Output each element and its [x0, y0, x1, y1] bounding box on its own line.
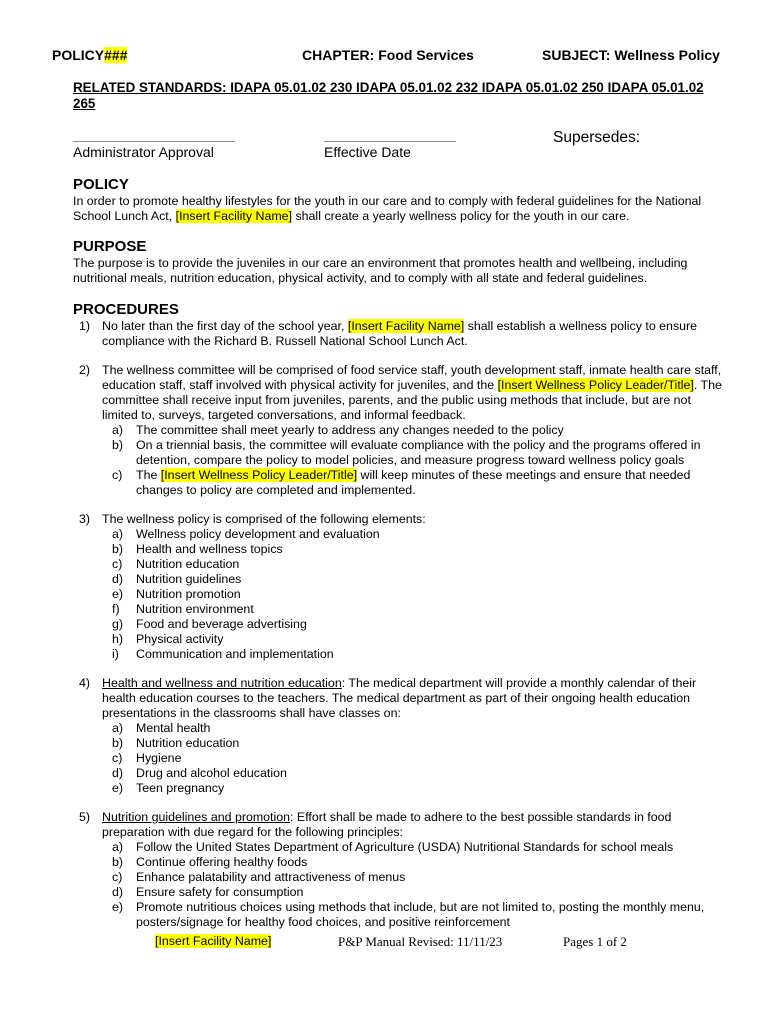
procedure-2-line3: committee shall receive input from juveniles, parents, and the public using methods that include, but are not	[102, 393, 691, 407]
procedure-4-line3: presentations in the classrooms shall have classes on:	[102, 706, 401, 720]
procedure-2-c-post: will keep minutes of these meetings and ensure that needed	[357, 468, 691, 482]
health-class-text: Nutrition education	[136, 736, 240, 750]
procedure-5-post: : Effort shall be made to adhere to the best possible standards in food	[290, 810, 672, 824]
facility-name-placeholder: [Insert Facility Name]	[347, 319, 465, 333]
wellness-element-label: d)	[112, 572, 124, 586]
nutrition-principle-text: Follow the United States Department of Agriculture (USDA) Nutritional Standards for school meals	[136, 840, 674, 854]
procedure-2-line2	[102, 378, 742, 393]
nutrition-principle-text: Continue offering healthy foods	[136, 855, 308, 869]
procedure-3-intro: The wellness policy is comprised of the following elements:	[102, 512, 426, 526]
nutrition-principle-text: Ensure safety for consumption	[136, 885, 304, 899]
procedure-1-number: 1)	[79, 319, 91, 333]
wellness-element-text: Food and beverage advertising	[136, 617, 307, 631]
wellness-leader-placeholder: [Insert Wellness Policy Leader/Title]	[160, 468, 358, 482]
date-signature-line	[324, 141, 456, 142]
nutrition-principle-label: a)	[112, 840, 124, 854]
wellness-element-label: g)	[112, 617, 124, 631]
health-class-text: Teen pregnancy	[136, 781, 225, 795]
admin-signature-line	[73, 141, 235, 142]
procedure-2-c-text2: changes to policy are completed and implemented.	[136, 483, 416, 497]
procedure-2-a-label: a)	[112, 423, 124, 437]
wellness-element-text: Nutrition education	[136, 557, 240, 571]
subject-header: SUBJECT: Wellness Policy	[542, 47, 720, 63]
procedure-2-b-label: b)	[112, 438, 124, 452]
policy-text-line1: In order to promote healthy lifestyles for the youth in our care and to comply with federal guidelines for the National	[73, 194, 702, 208]
related-standards-line2: 265	[73, 96, 96, 111]
procedure-3-number: 3)	[79, 512, 91, 526]
procedure-2-post: . The	[693, 378, 722, 392]
health-class-text: Hygiene	[136, 751, 182, 765]
wellness-element-label: e)	[112, 587, 124, 601]
wellness-element-text: Wellness policy development and evaluation	[136, 527, 380, 541]
wellness-element-text: Physical activity	[136, 632, 224, 646]
policy-number-placeholder: ###	[104, 47, 128, 63]
purpose-heading: PURPOSE	[73, 238, 147, 255]
procedure-2-line4: limited to, surveys, targeted conversations, and informal feedback.	[102, 408, 466, 422]
footer-revised: P&P Manual Revised: 11/11/23	[338, 934, 503, 949]
policy-text-line2	[73, 209, 629, 224]
procedure-5-e-continued: posters/signage for healthy food choices, and positive reinforcement	[136, 915, 511, 929]
procedure-2-a-text: The committee shall meet yearly to address any changes needed to the policy	[136, 423, 564, 437]
health-class-text: Mental health	[136, 721, 211, 735]
policy-heading: POLICY	[73, 176, 129, 193]
admin-approval-label: Administrator Approval	[73, 144, 214, 160]
procedure-5-line2: preparation with due regard for the following principles:	[102, 825, 403, 839]
footer-facility-name: [Insert Facility Name]	[155, 934, 272, 948]
policy-text-post: shall create a yearly wellness policy for the youth in our care.	[292, 209, 630, 223]
procedure-2-number: 2)	[79, 363, 91, 377]
procedures-heading: PROCEDURES	[73, 301, 179, 318]
procedure-1-line1	[102, 319, 742, 334]
footer-page-number: Pages 1 of 2	[563, 934, 627, 949]
health-class-text: Drug and alcohol education	[136, 766, 287, 780]
wellness-element-label: c)	[112, 557, 123, 571]
procedure-1-pre: No later than the first day of the school year,	[102, 319, 348, 333]
procedure-2-c-label: c)	[112, 468, 123, 482]
procedure-1-post: shall establish a wellness policy to ensure	[464, 319, 698, 333]
nutrition-principle-label: d)	[112, 885, 124, 899]
procedure-4-line1	[102, 676, 742, 691]
nutrition-principle-label: c)	[112, 870, 123, 884]
wellness-element-label: i)	[112, 647, 119, 661]
nutrition-principle-text: Promote nutritious choices using methods that include, but are not limited to, posting the monthly menu,	[136, 900, 705, 914]
purpose-text-line1: The purpose is to provide the juveniles in our care an environment that promotes health and wellbeing, including	[73, 256, 688, 270]
nutrition-principle-label: e)	[112, 900, 124, 914]
wellness-element-label: a)	[112, 527, 124, 541]
supersedes-label: Supersedes:	[553, 129, 641, 146]
wellness-element-label: b)	[112, 542, 124, 556]
wellness-element-text: Nutrition promotion	[136, 587, 241, 601]
wellness-element-text: Nutrition guidelines	[136, 572, 242, 586]
health-class-label: b)	[112, 736, 124, 750]
procedure-5-number: 5)	[79, 810, 91, 824]
purpose-text-line2: nutritional meals, nutrition education, physical activity, and to comply with all state and federal guidelines.	[73, 271, 648, 285]
health-class-label: e)	[112, 781, 124, 795]
procedure-5-line1	[102, 810, 742, 825]
health-class-label: c)	[112, 751, 123, 765]
health-class-label: d)	[112, 766, 124, 780]
policy-label: POLICY	[52, 47, 105, 63]
procedure-2-b-text1: On a triennial basis, the committee will evaluate compliance with the policy and the programs offered in	[136, 438, 701, 452]
policy-number-header	[52, 47, 127, 63]
wellness-element-text: Communication and implementation	[136, 647, 334, 661]
procedure-5-title: Nutrition guidelines and promotion	[102, 810, 291, 824]
procedure-2-c-pre: The	[136, 468, 161, 482]
procedure-2-pre: education staff, staff involved with physical activity for juveniles, and the	[102, 378, 498, 392]
procedure-2-c-text1	[136, 468, 736, 483]
procedure-4-line2: health education courses to the teachers. The medical department as part of their ongoing health education	[102, 691, 691, 705]
nutrition-principle-text: Enhance palatability and attractiveness of menus	[136, 870, 406, 884]
wellness-element-label: h)	[112, 632, 124, 646]
procedure-4-number: 4)	[79, 676, 91, 690]
wellness-leader-placeholder: [Insert Wellness Policy Leader/Title]	[497, 378, 694, 392]
wellness-element-text: Nutrition environment	[136, 602, 254, 616]
wellness-element-label: f)	[112, 602, 120, 616]
facility-name-placeholder: [Insert Facility Name]	[175, 209, 293, 223]
procedure-4-post: : The medical department will provide a monthly calendar of their	[341, 676, 697, 690]
wellness-element-text: Health and wellness topics	[136, 542, 283, 556]
procedure-1-line2: compliance with the Richard B. Russell National School Lunch Act.	[102, 334, 468, 348]
procedure-2-line1: The wellness committee will be comprised of food service staff, youth development staff, inmate health care staff,	[102, 363, 722, 377]
nutrition-principle-label: b)	[112, 855, 124, 869]
health-class-label: a)	[112, 721, 124, 735]
policy-text-pre: School Lunch Act,	[73, 209, 176, 223]
related-standards-line1: RELATED STANDARDS: IDAPA 05.01.02 230 IDAPA 05.01.02 232 IDAPA 05.01.02 250 IDAPA 05.01.02	[73, 80, 704, 95]
effective-date-label: Effective Date	[324, 144, 411, 160]
chapter-header: CHAPTER: Food Services	[302, 47, 474, 63]
procedure-4-title: Health and wellness and nutrition education	[102, 676, 342, 690]
procedure-2-b-text2: detention, compare the policy to model policies, and measure progress toward wellness policy goals	[136, 453, 685, 467]
